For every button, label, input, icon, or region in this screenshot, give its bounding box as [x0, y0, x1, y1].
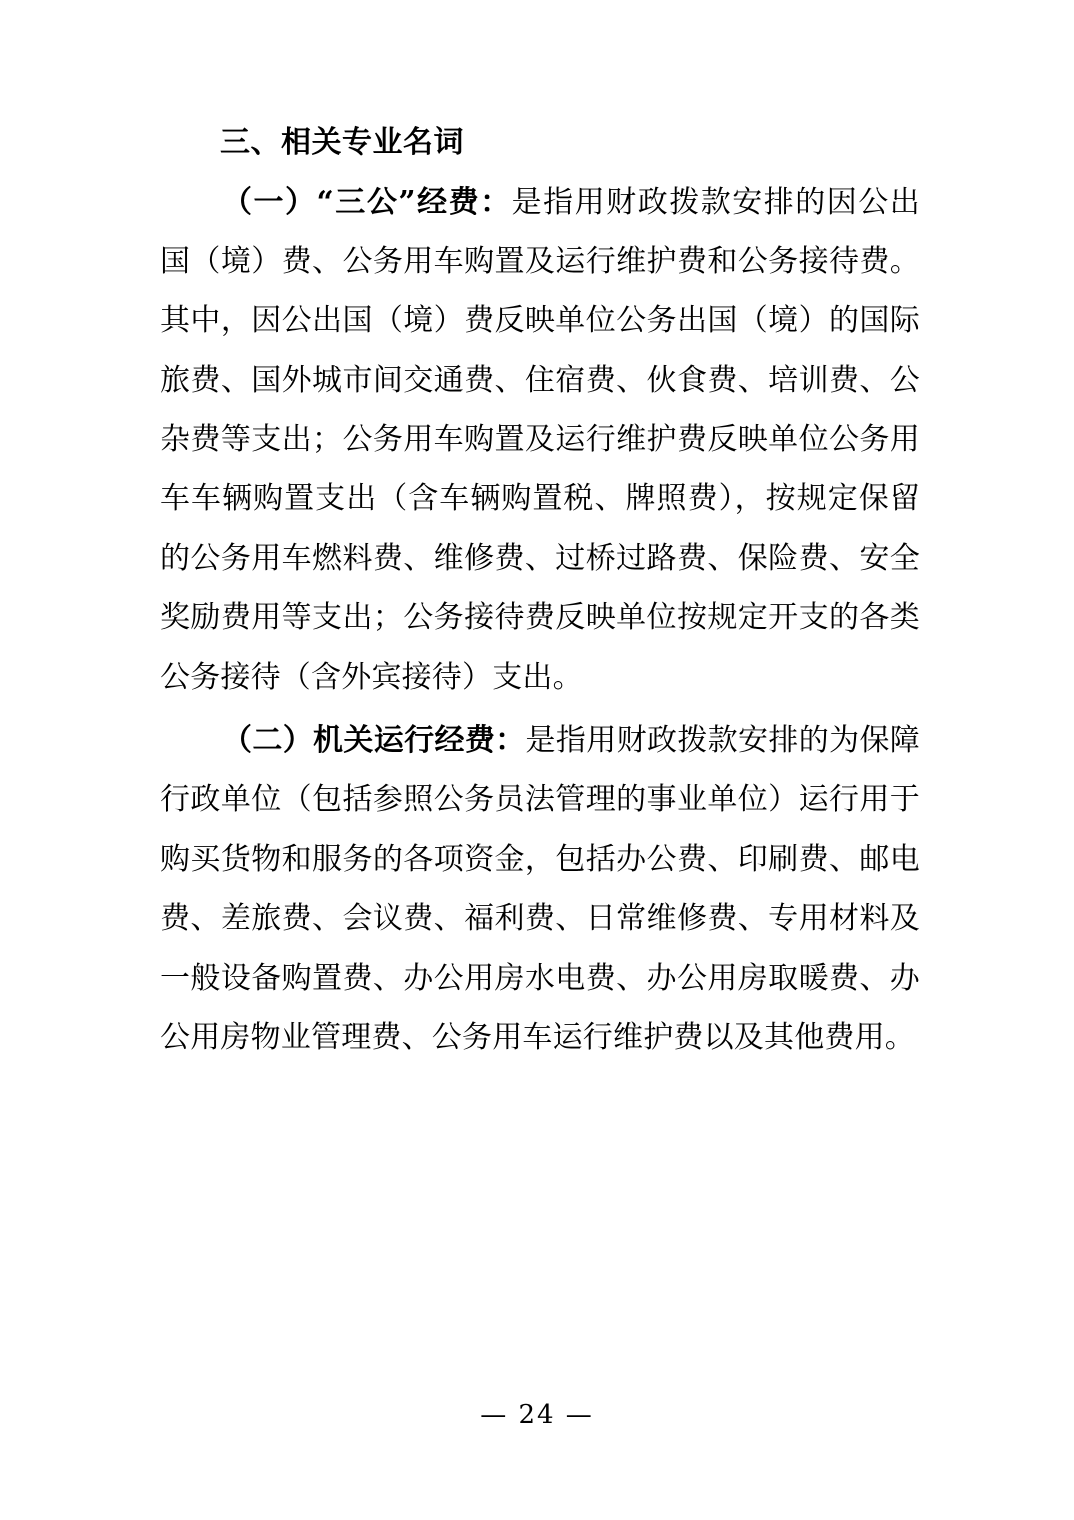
- paragraph-body-text: 是指用财政拨款安排的为保障行政单位（包括参照公务员法管理的事业单位）运行用于购买货物和服务的各项资金，包括办公费、印刷费、邮电费、差旅费、会议费、福利费、日常维修费、专用材料及一般设备购置费、办公用房水电费、办公用房取暖费、办公用房物业管理费、公务用车运行维护费以及其他费用。: [160, 723, 920, 1055]
- section-heading: 三、相关专业名词: [220, 125, 464, 160]
- paragraph-lead-label: （一）“三公”经费：: [222, 184, 512, 220]
- page-number: — 24 —: [480, 1400, 594, 1430]
- paragraph-body-text: 是指用财政拨款安排的因公出国（境）费、公务用车购置及运行维护费和公务接待费。其中，因公出国（境）费反映单位公务出国（境）的国际旅费、国外城市间交通费、住宿费、伙食费、培训费、公杂费等支出；公务用车购置及运行维护费反映单位公务用车车辆购置支出（含车辆购置税、牌照费），按规定保留的公务用车燃料费、维修费、过桥过路费、保险费、安全奖励费用等支出；公务接待费反映单位按规定开支的各类公务接待（含外宾接待）支出。: [160, 184, 920, 695]
- page-content: [160, 120, 920, 1071]
- paragraph-san-gong: [160, 173, 920, 708]
- paragraph-lead-label: （二）机关运行经费：: [222, 723, 526, 759]
- paragraph-jiguan-yunxing: [160, 711, 920, 1067]
